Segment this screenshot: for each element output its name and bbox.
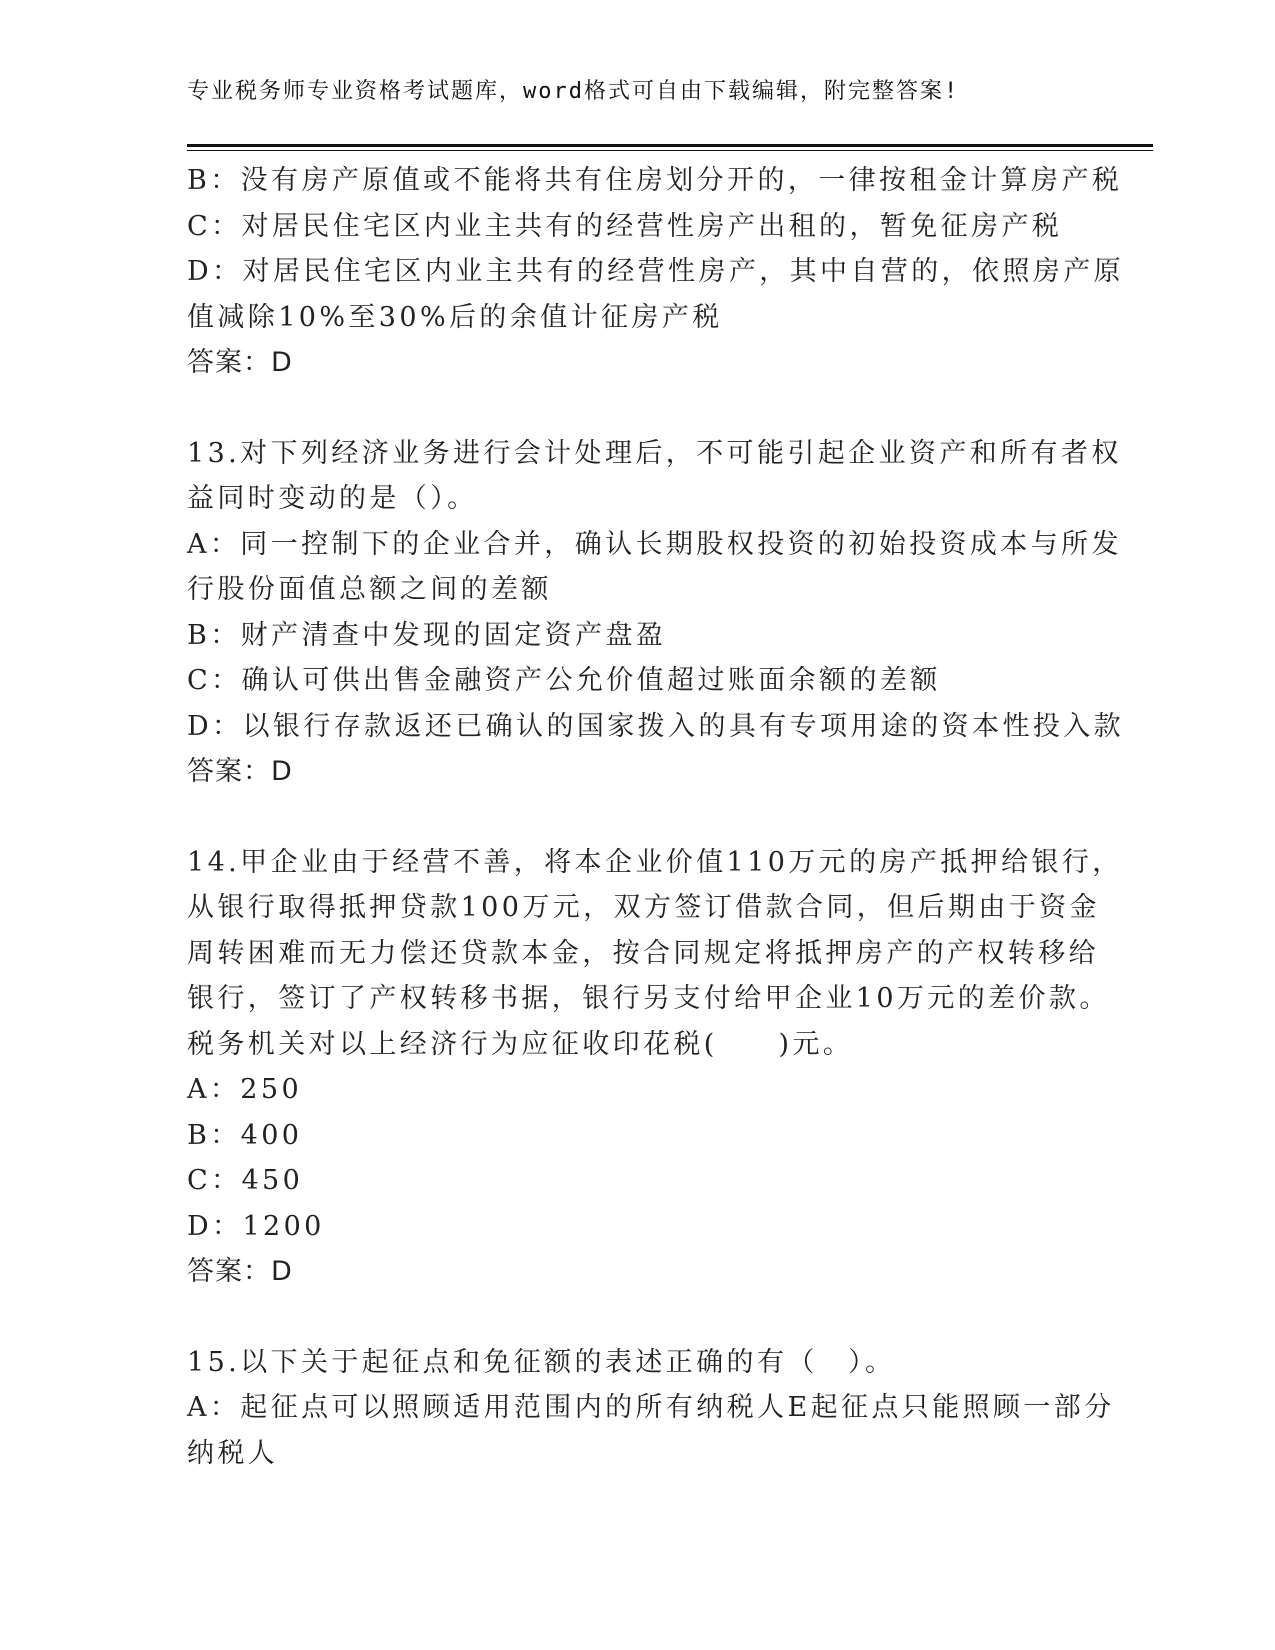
question-12-tail xyxy=(187,158,1125,386)
question-stem: 14.甲企业由于经营不善，将本企业价值110万元的房产抵押给银行， xyxy=(187,846,1123,878)
question-stem-continued: 益同时变动的是（）。 xyxy=(187,483,478,514)
question-stem-continued: 周转困难而无力偿还贷款本金，按合同规定将抵押房产的产权转移给 xyxy=(187,937,1099,969)
question-13 xyxy=(187,431,1125,795)
question-stem-continued: 银行，签订了产权转移书据，银行另支付给甲企业10万元的差价款。 xyxy=(187,983,1110,1014)
document-body xyxy=(187,158,1125,1476)
question-14 xyxy=(187,840,1123,1295)
question-stem-continued: 税务机关对以上经济行为应征收印花税( )元。 xyxy=(187,1028,854,1060)
spacer xyxy=(187,1295,1067,1340)
question-stem-continued: 从银行取得抵押贷款100万元，双方签订借款合同，但后期由于资金 xyxy=(187,892,1100,923)
option-d-continued: 值减除10%至30%后的余值计征房产税 xyxy=(187,301,723,333)
option-d: D：以银行存款返还已确认的国家拨入的具有专项用途的资本性投入款 xyxy=(187,710,1125,742)
option-c: C：对居民住宅区内业主共有的经营性房产出租的，暂免征房产税 xyxy=(187,210,1063,242)
option-d: D：1200 xyxy=(187,1210,325,1242)
answer: 答案：D xyxy=(187,347,293,378)
header-rule-thin xyxy=(187,150,1153,151)
answer: 答案：D xyxy=(187,756,293,787)
option-b: B：400 xyxy=(187,1119,303,1151)
option-a: A：同一控制下的企业合并，确认长期股权投资的初始投资成本与所发 xyxy=(187,528,1122,560)
answer: 答案：D xyxy=(187,1256,293,1287)
option-a-continued: 行股份面值总额之间的差额 xyxy=(187,574,552,605)
option-b: B：财产清查中发现的固定资产盘盈 xyxy=(187,619,667,651)
question-stem: 15.以下关于起征点和免征额的表述正确的有（ ）。 xyxy=(187,1346,896,1378)
spacer xyxy=(187,386,1067,431)
option-d: D：对居民住宅区内业主共有的经营性房产，其中自营的，依照房产原 xyxy=(187,256,1125,287)
page-header: 专业税务师专业资格考试题库，word格式可自由下载编辑，附完整答案! xyxy=(187,79,960,104)
option-a: A：起征点可以照顾适用范围内的所有纳税人E起征点只能照顾一部分 xyxy=(187,1392,1115,1423)
option-a-continued: 纳税人 xyxy=(187,1437,279,1469)
option-c: C：确认可供出售金融资产公允价值超过账面余额的差额 xyxy=(187,665,941,696)
question-15 xyxy=(187,1340,1115,1477)
header-rule-thick xyxy=(187,144,1153,147)
option-b: B：没有房产原值或不能将共有住房划分开的，一律按租金计算房产税 xyxy=(187,165,1123,196)
option-c: C：450 xyxy=(187,1165,304,1196)
spacer xyxy=(187,795,1067,840)
option-a: A：250 xyxy=(187,1074,303,1105)
question-stem: 13.对下列经济业务进行会计处理后，不可能引起企业资产和所有者权 xyxy=(187,437,1122,469)
